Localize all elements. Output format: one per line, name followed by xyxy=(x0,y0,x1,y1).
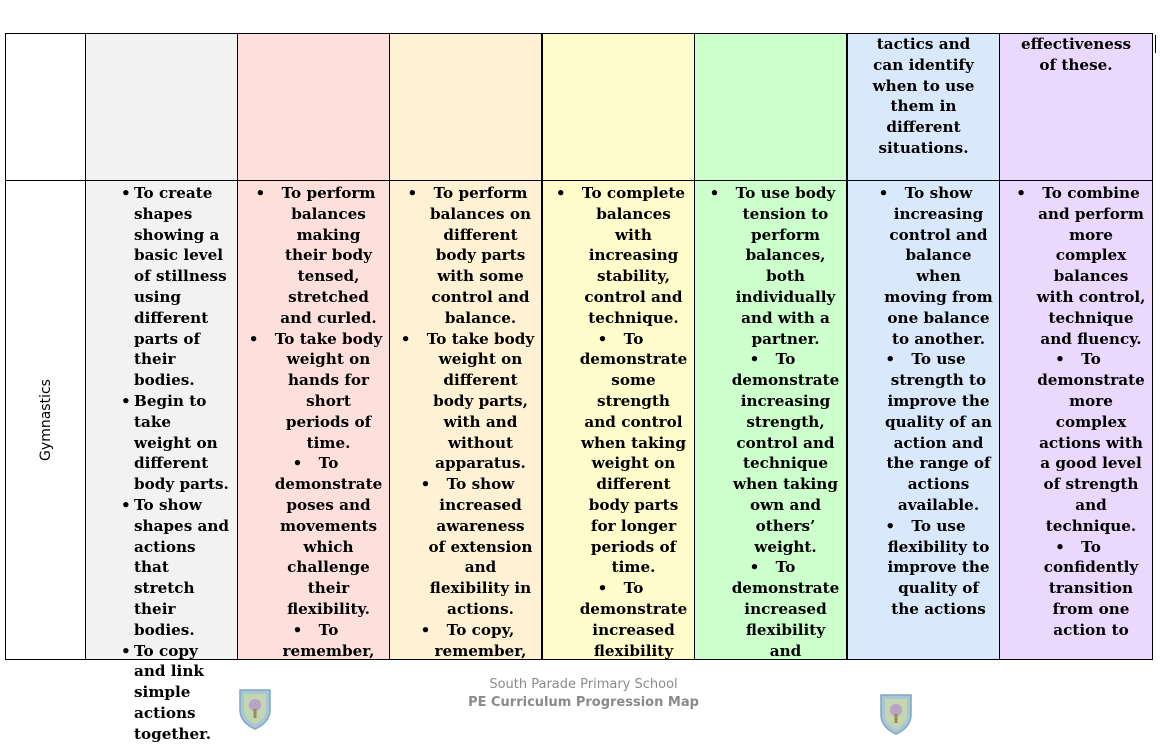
gymnastics-col2-cell xyxy=(237,180,390,660)
gymnastics-col5-cell xyxy=(694,180,847,660)
gymnastics-col3-cell xyxy=(389,180,542,660)
footer-school-name: South Parade Primary School xyxy=(489,677,678,692)
school-crest-logo-right xyxy=(879,693,913,735)
objective-item: • To show shapes and actions that stretch their bodies. xyxy=(112,495,231,641)
objective-item: • To remember, xyxy=(270,620,387,662)
footer-document-title: PE Curriculum Progression Map xyxy=(468,695,699,710)
objective-item: • To take body weight on hands for short periods of time. xyxy=(270,329,387,454)
text-cursor xyxy=(1155,35,1156,53)
objective-item: • To demonstrate increased flexibility xyxy=(575,578,692,661)
objective-item: • To use body tension to perform balances, both individually and with a partner. xyxy=(727,183,844,349)
objective-item: • To perform balances making their body tensed, stretched and curled. xyxy=(270,183,387,329)
objective-item: • To use strength to improve the quality of an action and the range of actions available. xyxy=(880,349,997,515)
top-row-col2-cell xyxy=(237,33,390,181)
row-label-gymnastics: Gymnastics xyxy=(38,379,54,461)
top-col6-line: them in xyxy=(890,97,957,116)
top-col6-line: tactics and xyxy=(876,35,971,53)
objective-item: • To perform balances on different body parts with some control and balance. xyxy=(422,183,539,329)
objective-item: • To copy and link simple actions together. xyxy=(112,641,231,745)
top-row-col3-cell xyxy=(389,33,542,181)
top-col6-line: when to use xyxy=(872,76,975,95)
top-row-col7-cell xyxy=(999,33,1153,181)
objective-item: • To demonstrate poses and movements which challenge their flexibility. xyxy=(270,453,387,619)
top-row-col5-cell xyxy=(694,33,847,181)
objective-item: • To demonstrate increased flexibility and xyxy=(727,557,844,661)
top-row-col6-cell xyxy=(847,33,1000,181)
top-col6-line: different xyxy=(886,118,961,137)
top-row-col4-cell xyxy=(542,33,695,181)
school-crest-logo-left xyxy=(238,688,272,730)
top-col6-line: situations. xyxy=(878,138,969,157)
objective-item: • To demonstrate more complex actions with a good level of strength and technique. xyxy=(1032,349,1150,536)
gymnastics-col1-cell xyxy=(85,180,238,743)
gymnastics-label-cell xyxy=(5,180,86,660)
objective-item: • To demonstrate increasing strength, control and technique when taking own and others’ weight. xyxy=(727,349,844,557)
objective-item: • To combine and perform more complex balances with control, technique and fluency. xyxy=(1032,183,1150,349)
objective-item: • To copy, remember, xyxy=(422,620,539,662)
objective-item: • To complete balances with increasing stability, control and technique. xyxy=(575,183,692,329)
top-row-col1-cell xyxy=(85,33,238,181)
top-col7-line: effectiveness xyxy=(1020,35,1132,53)
objective-item: • To show increasing control and balance when moving from one balance to another. xyxy=(880,183,997,349)
top-col7-line: of these. xyxy=(1039,55,1113,74)
objective-item: • Begin to take weight on different body parts. xyxy=(112,391,231,495)
objective-item: • To demonstrate some strength and control when taking weight on different body parts for longer periods of time. xyxy=(575,329,692,579)
objective-item: • To show increased awareness of extension and flexibility in actions. xyxy=(422,474,539,620)
top-col6-line: can identify xyxy=(873,55,974,74)
gymnastics-col6-cell xyxy=(847,180,1000,660)
gymnastics-col4-cell xyxy=(542,180,695,660)
objective-item: • To create shapes showing a basic level of stillness using different parts of their bodies. xyxy=(112,183,231,391)
objective-item: • To use flexibility to improve the quality of the actions xyxy=(880,516,997,620)
gymnastics-col7-cell xyxy=(999,180,1153,660)
objective-item: • To take body weight on different body parts, with and without apparatus. xyxy=(422,329,539,475)
footer xyxy=(0,676,1167,712)
objective-item: • To confidently transition from one action to xyxy=(1032,537,1150,641)
top-row-label-cell xyxy=(5,33,86,181)
